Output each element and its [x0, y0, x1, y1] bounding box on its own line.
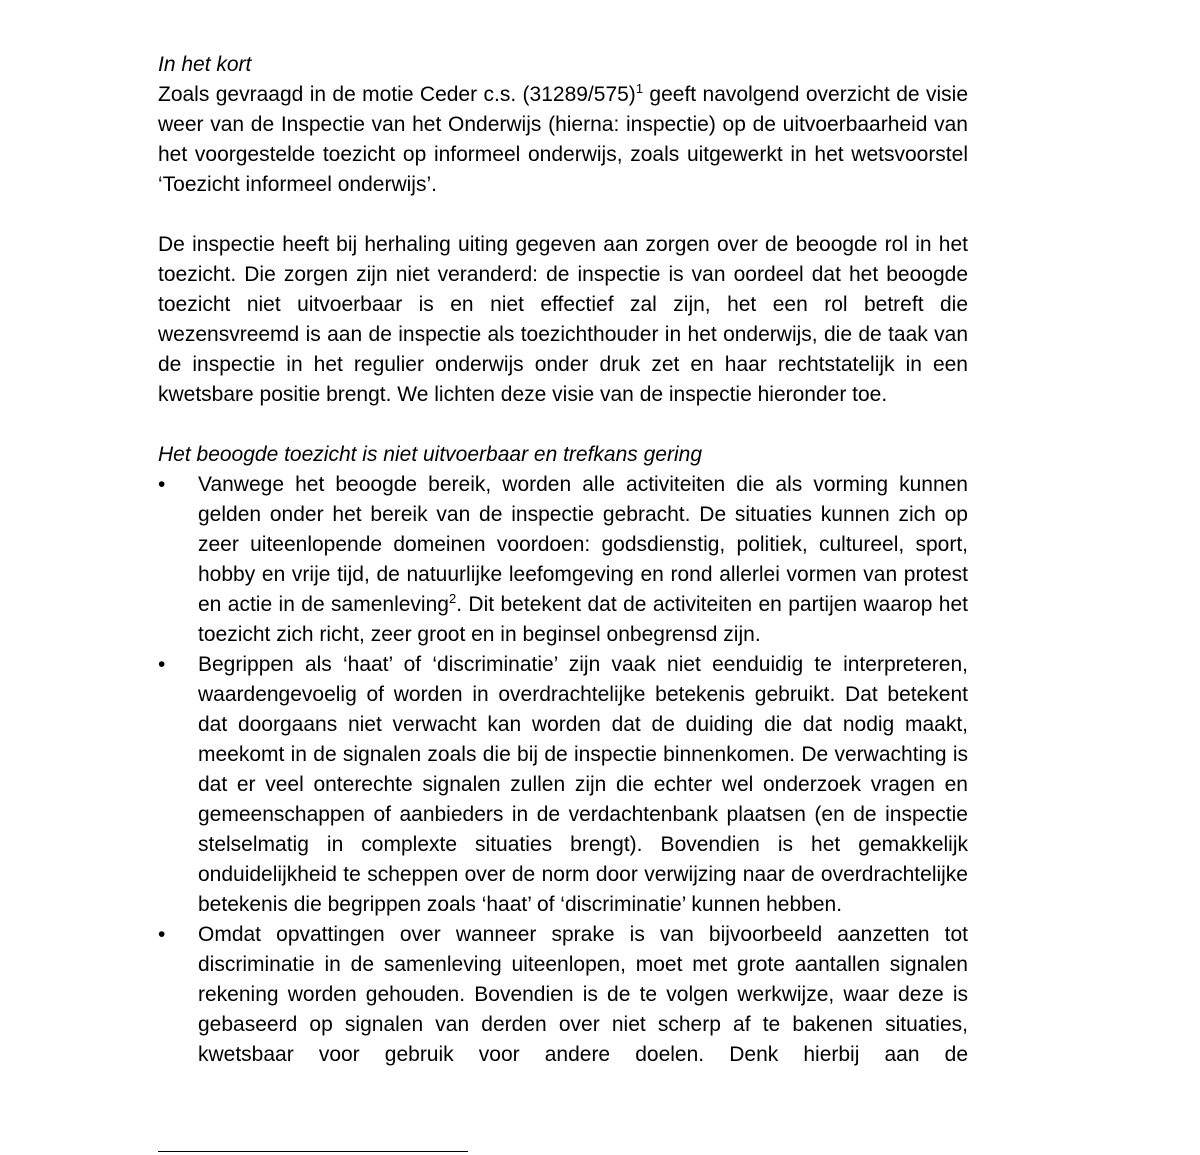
list-item-text: Omdat opvattingen over wanneer sprake is van bijvoorbeeld aanzetten tot discriminatie in de samenleving uiteenlopen, moet met grote aantallen signalen rekening worden gehouden. Bovendien is de te volgen werkwijze, waar deze is gebaseerd op signalen van derden over niet scherp af te bakenen situaties, kwetsbaar voor gebruik voor andere doelen. Denk hierbij aan de: [198, 923, 968, 1066]
bullet-icon: •: [158, 923, 166, 946]
list-item: [158, 650, 968, 920]
intro-text-start: Zoals gevraagd in de motie Ceder c.s. (31289/575): [158, 83, 636, 106]
list-item: [158, 920, 968, 1070]
list-item: [158, 470, 968, 650]
paragraph-spacer: [158, 410, 968, 440]
intro-text-end: geeft navolgend overzicht de visie weer van de Inspectie van het Onderwijs (hierna: inspectie) op de uitvoerbaarheid van het voorgestelde toezicht op informeel onderwijs, zoals uitgewerkt in het wetsvoorstel ‘Toezicht informeel onderwijs’.: [158, 83, 969, 196]
bullet-list: [158, 470, 968, 1070]
footnote-ref-1[interactable]: 1: [635, 81, 644, 96]
paragraph-spacer: [158, 200, 968, 230]
section-heading-in-het-kort: In het kort: [158, 53, 252, 76]
section-heading-uitvoerbaarheid: Het beoogde toezicht is niet uitvoerbaar en trefkans gering: [158, 443, 703, 466]
bullet-icon: •: [158, 473, 166, 496]
list-item-text-end: . Dit betekent dat de activiteiten en partijen waarop het toezicht zich richt, zeer groot en in beginsel onbegrensd zijn.: [198, 593, 968, 646]
intro-paragraph: [158, 80, 968, 200]
document-page: [158, 50, 968, 1070]
position-paragraph: De inspectie heeft bij herhaling uiting gegeven aan zorgen over de beoogde rol in het toezicht. Die zorgen zijn niet veranderd: de inspectie is van oordeel dat het beoogde toezicht niet uitvoerbaar is en niet effectief zal zijn, het een rol betreft die wezensvreemd is aan de inspectie als toezichthouder in het onderwijs, die de taak van de inspectie in het regulier onderwijs onder druk zet en haar rechtstatelijk in een kwetsbare positie brengt. We lichten deze visie van de inspectie hieronder toe.: [158, 233, 968, 406]
list-item-text-start: Vanwege het beoogde bereik, worden alle activiteiten die als vorming kunnen gelden onder het bereik van de inspectie gebracht. De situaties kunnen zich op zeer uiteenlopende domeinen voordoen: godsdienstig, politiek, cultureel, sport, hobby en vrije tijd, de natuurlijke leefomgeving en rond allerlei vormen van protest en actie in de samenleving: [198, 473, 968, 616]
footnote-separator: [158, 1151, 468, 1152]
bullet-icon: •: [158, 653, 166, 676]
footnote-ref-2[interactable]: 2: [448, 591, 457, 606]
list-item-text: Begrippen als ‘haat’ of ‘discriminatie’ zijn vaak niet eenduidig te interpreteren, waardengevoelig of worden in overdrachtelijke betekenis gebruikt. Dat betekent dat doorgaans niet verwacht kan worden dat de duiding die dat nodig maakt, meekomt in de signalen zoals die bij de inspectie binnenkomen. De verwachting is dat er veel onterechte signalen zullen zijn die echter wel onderzoek vragen en gemeenschappen of aanbieders in de verdachtenbank plaatsen (en de inspectie stelselmatig in complexte situaties brengt). Bovendien is het gemakkelijk onduidelijkheid te scheppen over de norm door verwijzing naar de overdrachtelijke betekenis die begrippen zoals ‘haat’ of ‘discriminatie’ kunnen hebben.: [198, 653, 968, 916]
